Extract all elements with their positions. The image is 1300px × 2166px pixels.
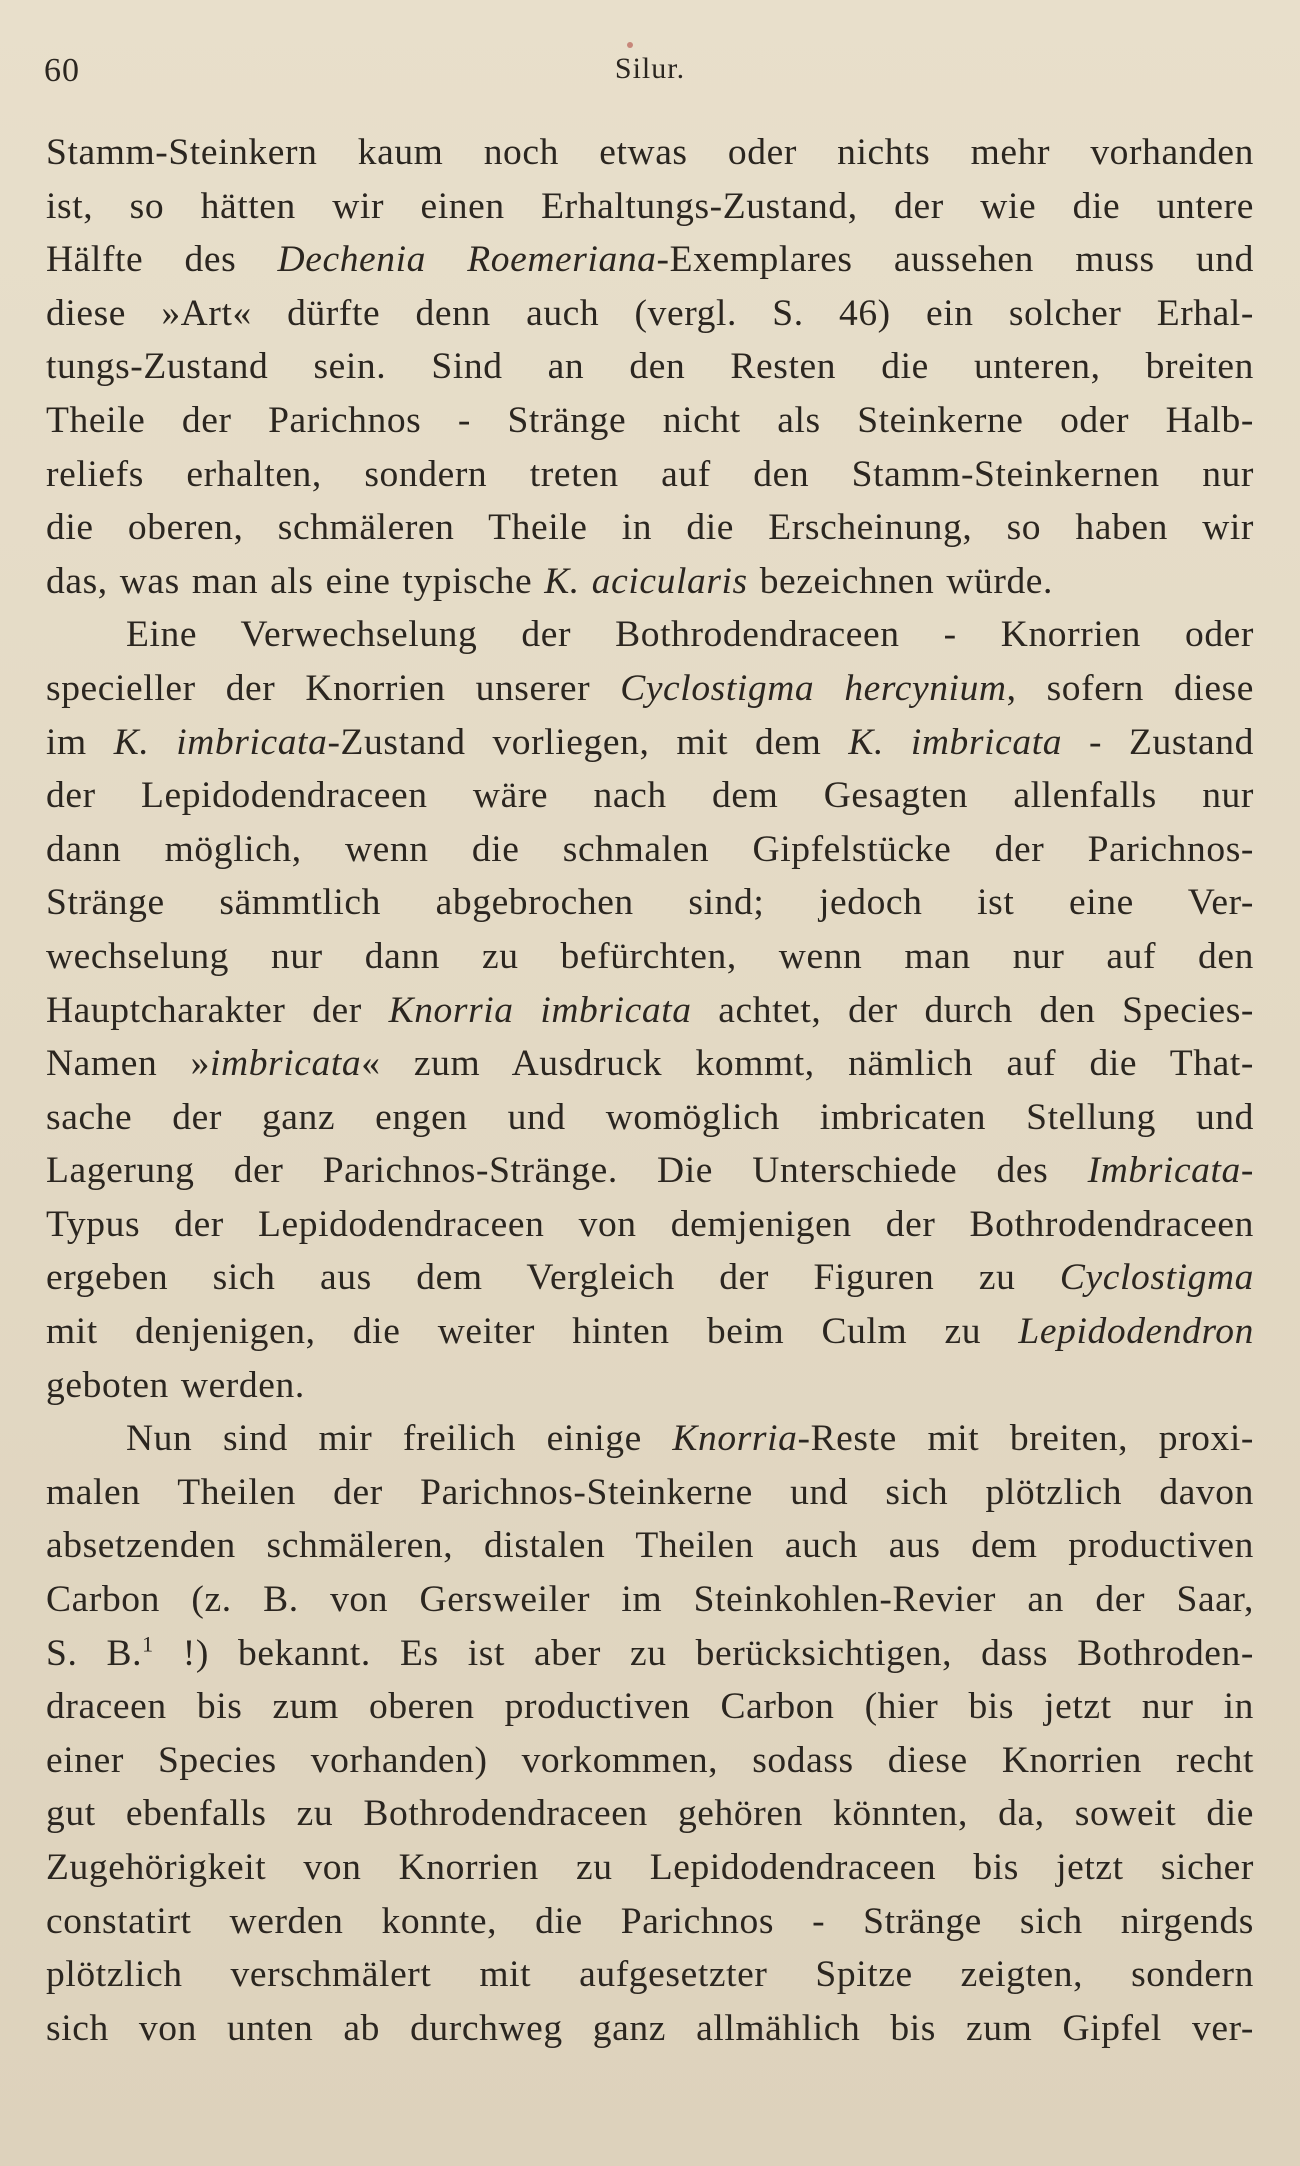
text-segment: ist, so hätten wir einen Erhaltungs-Zustand, der wie die untere (46, 185, 1254, 227)
text-segment: Hälfte des (46, 239, 278, 281)
text-line (46, 823, 1254, 877)
italic-term: Knorria imbricata (388, 989, 692, 1031)
text-line (46, 876, 1254, 930)
text-line (46, 1519, 1254, 1573)
page-header (44, 52, 1256, 102)
text-segment: bezeichnen würde. (747, 560, 1054, 602)
text-segment: die oberen, schmäleren Theile in die Erscheinung, so haben wir (46, 507, 1254, 549)
text-line (46, 984, 1254, 1038)
text-segment: Zugehörigkeit von Knorrien zu Lepidodendraceen bis jetzt sicher (46, 1847, 1254, 1888)
text-line (46, 716, 1254, 770)
text-segment: Carbon (z. B. von Gersweiler im Steinkohlen-Revier an der Saar, (46, 1579, 1254, 1621)
text-segment: Hauptcharakter der (46, 989, 389, 1031)
text-segment: constatirt werden konnte, die Parichnos - Stränge sich nirgends (46, 1900, 1254, 1942)
text-segment: reliefs erhalten, sondern treten auf den Stamm-Steinkernen nur (46, 453, 1254, 495)
footnote-marker: 1 (142, 1631, 154, 1657)
text-line (46, 448, 1254, 502)
text-line (46, 1198, 1254, 1252)
text-segment: gut ebenfalls zu Bothrodendraceen gehören könnten, da, soweit die (46, 1793, 1254, 1835)
text-line (46, 287, 1254, 341)
text-line (46, 1359, 1254, 1413)
text-segment: ergeben sich aus dem Vergleich der Figuren zu (46, 1257, 1060, 1299)
text-segment: wechselung nur dann zu befürchten, wenn man nur auf den (46, 935, 1254, 977)
text-line (46, 1948, 1254, 2002)
text-line (46, 1895, 1254, 1949)
text-segment: -Zustand vorliegen, mit dem (327, 721, 849, 763)
text-segment: geboten werden. (46, 1364, 305, 1406)
text-line (46, 662, 1254, 716)
text-segment: mit denjenigen, die weiter hinten beim Culm zu (46, 1311, 1019, 1353)
text-segment: draceen bis zum oberen productiven Carbon (hier bis jetzt nur in (46, 1686, 1254, 1728)
text-segment: malen Theilen der Parichnos-Steinkerne und sich plötzlich davon (46, 1471, 1254, 1513)
text-line (46, 1841, 1254, 1895)
italic-term: imbricata (210, 1043, 362, 1085)
text-line (46, 1466, 1254, 1520)
text-segment: - Zustand (1062, 721, 1254, 763)
text-segment: diese »Art« dürfte denn auch (vergl. S. 46) ein solcher Erhal- (46, 292, 1254, 334)
text-line (46, 2002, 1254, 2056)
text-line (46, 1144, 1254, 1198)
text-segment: specieller der Knorrien unserer (46, 667, 621, 709)
text-line (46, 769, 1254, 823)
running-head: Silur. (614, 52, 686, 85)
text-segment: « zum Ausdruck kommt, nämlich auf die That- (361, 1043, 1254, 1085)
text-line (46, 1573, 1254, 1627)
text-line (46, 1787, 1254, 1841)
body-text (46, 126, 1254, 2055)
text-segment: das, was man als eine typische (46, 560, 545, 602)
text-segment: -Reste mit breiten, proxi- (797, 1418, 1254, 1460)
italic-term: Lepidodendron (1018, 1311, 1254, 1353)
ink-spot (627, 42, 633, 48)
text-segment: plötzlich verschmälert mit aufgesetzter Spitze zeigten, sondern (46, 1954, 1254, 1996)
text-segment: tungs-Zustand sein. Sind an den Resten die unteren, breiten (46, 346, 1254, 388)
italic-term: Imbricata (1087, 1150, 1241, 1192)
italic-term: Knorria (672, 1418, 798, 1460)
text-line (46, 1037, 1254, 1091)
text-line (46, 501, 1254, 555)
italic-term: K. acicularis (544, 560, 748, 602)
text-segment: Eine Verwechselung der Bothrodendraceen - Knorrien oder (126, 614, 1254, 656)
text-line (46, 340, 1254, 394)
text-line (46, 1680, 1254, 1734)
text-line (46, 1091, 1254, 1145)
text-segment: sich von unten ab durchweg ganz allmählich bis zum Gipfel ver- (46, 2007, 1254, 2049)
italic-term: K. imbricata (848, 721, 1063, 763)
text-line (46, 608, 1254, 662)
text-segment: - (1240, 1150, 1254, 1192)
text-segment: Namen » (46, 1043, 210, 1085)
italic-term: K. imbricata (113, 721, 328, 763)
text-segment: Stränge sämmtlich abgebrochen sind; jedoch ist eine Ver- (46, 882, 1254, 924)
italic-term: Cyclostigma hercynium (620, 667, 1007, 709)
text-segment: Nun sind mir freilich einige (126, 1418, 673, 1460)
text-line (46, 1734, 1254, 1788)
text-line (46, 1305, 1254, 1359)
text-segment: Typus der Lepidodendraceen von demjenigen der Bothrodendraceen (46, 1203, 1254, 1245)
text-segment: der Lepidodendraceen wäre nach dem Gesagten allenfalls nur (46, 775, 1254, 817)
text-segment: Lagerung der Parichnos-Stränge. Die Unterschiede des (46, 1150, 1088, 1192)
text-line (46, 126, 1254, 180)
italic-term: Cyclostigma (1059, 1257, 1254, 1299)
text-segment: absetzenden schmäleren, distalen Theilen auch aus dem productiven (46, 1525, 1254, 1567)
page-number: 60 (44, 52, 80, 89)
text-segment: sache der ganz engen und womöglich imbricaten Stellung und (46, 1096, 1254, 1138)
text-segment: dann möglich, wenn die schmalen Gipfelstücke der Parichnos- (46, 828, 1254, 870)
text-line (46, 930, 1254, 984)
text-segment: -Exemplares aussehen muss und (656, 239, 1255, 281)
text-segment: achtet, der durch den Species- (691, 989, 1254, 1031)
text-line (46, 233, 1254, 287)
text-segment: !) bekannt. Es ist aber zu berücksichtigen, dass Bothroden- (153, 1632, 1254, 1674)
text-line (46, 1627, 1254, 1681)
text-segment: Theile der Parichnos - Stränge nicht als Steinkerne oder Halb- (46, 399, 1254, 441)
text-line (46, 1412, 1254, 1466)
text-segment: im (46, 721, 114, 763)
text-line (46, 180, 1254, 234)
text-line (46, 394, 1254, 448)
text-segment: , sofern diese (1006, 667, 1255, 709)
text-segment: Stamm-Steinkern kaum noch etwas oder nichts mehr vorhanden (46, 132, 1254, 173)
text-line (46, 555, 1254, 609)
italic-term: Dechenia Roemeriana (277, 239, 657, 281)
text-segment: einer Species vorhanden) vorkommen, sodass diese Knorrien recht (46, 1739, 1254, 1781)
text-line (46, 1251, 1254, 1305)
text-segment: S. B. (46, 1632, 143, 1674)
